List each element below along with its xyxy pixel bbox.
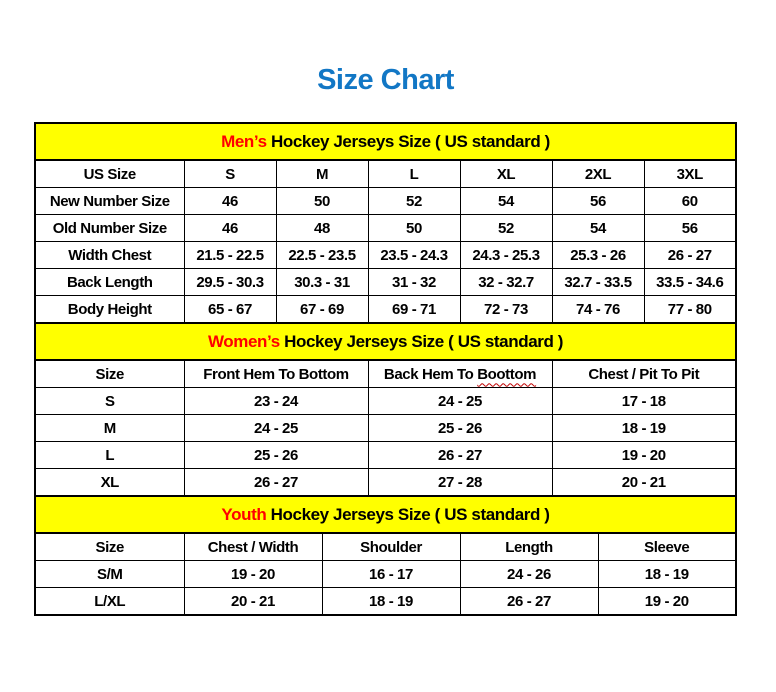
column-header: Front Hem To Bottom [184, 360, 368, 388]
row-label: L [35, 442, 184, 469]
table-cell: 60 [644, 188, 736, 215]
column-header: 2XL [552, 160, 644, 188]
table-cell: 46 [184, 215, 276, 242]
column-header: Chest / Pit To Pit [552, 360, 736, 388]
table-row [35, 269, 736, 296]
misspelled-word: Boottom [477, 365, 537, 383]
table-cell: 50 [276, 188, 368, 215]
table-cell: 52 [460, 215, 552, 242]
row-label: L/XL [35, 588, 184, 616]
table-cell: 54 [460, 188, 552, 215]
row-label: S [35, 388, 184, 415]
table-cell: 20 - 21 [184, 588, 322, 616]
table-cell: 16 - 17 [322, 561, 460, 588]
banner-highlight: Women’s [207, 331, 280, 351]
row-label: Body Height [35, 296, 184, 324]
table-cell: 67 - 69 [276, 296, 368, 324]
header-row [35, 533, 736, 561]
size-table-mens [34, 122, 737, 324]
column-header: Sleeve [598, 533, 736, 561]
table-cell: 26 - 27 [644, 242, 736, 269]
column-header: S [184, 160, 276, 188]
table-cell: 46 [184, 188, 276, 215]
column-header: Shoulder [322, 533, 460, 561]
table-cell: 19 - 20 [598, 588, 736, 616]
table-cell: 23.5 - 24.3 [368, 242, 460, 269]
column-header-text: Back Hem To [383, 365, 478, 383]
table-row [35, 415, 736, 442]
size-table-womens [34, 322, 737, 497]
page-title: Size Chart [317, 64, 454, 96]
section-banner-womens [35, 323, 736, 360]
table-cell: 54 [552, 215, 644, 242]
table-cell: 29.5 - 30.3 [184, 269, 276, 296]
banner-text: Hockey Jerseys Size ( US standard ) [279, 331, 564, 351]
section-banner-mens [35, 123, 736, 160]
row-label: Width Chest [35, 242, 184, 269]
column-header: US Size [35, 160, 184, 188]
table-cell: 18 - 19 [322, 588, 460, 616]
table-row [35, 561, 736, 588]
table-cell: 24 - 25 [184, 415, 368, 442]
table-cell: 33.5 - 34.6 [644, 269, 736, 296]
table-cell: 50 [368, 215, 460, 242]
table-row [35, 242, 736, 269]
table-cell: 22.5 - 23.5 [276, 242, 368, 269]
table-cell: 25 - 26 [184, 442, 368, 469]
column-header: 3XL [644, 160, 736, 188]
table-cell: 77 - 80 [644, 296, 736, 324]
table-cell: 19 - 20 [184, 561, 322, 588]
banner-highlight: Youth [221, 504, 267, 524]
table-cell: 65 - 67 [184, 296, 276, 324]
column-header: Size [35, 360, 184, 388]
table-cell: 32 - 32.7 [460, 269, 552, 296]
table-cell: 18 - 19 [552, 415, 736, 442]
row-label: XL [35, 469, 184, 497]
size-chart-tables [34, 122, 737, 616]
table-row [35, 388, 736, 415]
table-row [35, 296, 736, 324]
row-label: Old Number Size [35, 215, 184, 242]
table-cell: 24 - 26 [460, 561, 598, 588]
table-cell: 31 - 32 [368, 269, 460, 296]
column-header: M [276, 160, 368, 188]
row-label: S/M [35, 561, 184, 588]
column-header: Length [460, 533, 598, 561]
table-cell: 74 - 76 [552, 296, 644, 324]
table-cell: 24 - 25 [368, 388, 552, 415]
table-cell: 48 [276, 215, 368, 242]
table-cell: 27 - 28 [368, 469, 552, 497]
table-cell: 26 - 27 [184, 469, 368, 497]
table-cell: 32.7 - 33.5 [552, 269, 644, 296]
banner-highlight: Men’s [221, 131, 267, 151]
table-cell: 25 - 26 [368, 415, 552, 442]
table-cell: 26 - 27 [460, 588, 598, 616]
table-cell: 30.3 - 31 [276, 269, 368, 296]
table-cell: 25.3 - 26 [552, 242, 644, 269]
table-cell: 56 [644, 215, 736, 242]
table-cell: 17 - 18 [552, 388, 736, 415]
column-header: Chest / Width [184, 533, 322, 561]
table-cell: 19 - 20 [552, 442, 736, 469]
table-cell: 21.5 - 22.5 [184, 242, 276, 269]
section-banner-youth [35, 496, 736, 533]
banner-text: Hockey Jerseys Size ( US standard ) [266, 131, 550, 151]
header-row [35, 360, 736, 388]
table-row [35, 442, 736, 469]
table-row [35, 188, 736, 215]
table-cell: 69 - 71 [368, 296, 460, 324]
table-cell: 26 - 27 [368, 442, 552, 469]
header-row [35, 160, 736, 188]
table-cell: 56 [552, 188, 644, 215]
table-cell: 72 - 73 [460, 296, 552, 324]
column-header: XL [460, 160, 552, 188]
column-header: Size [35, 533, 184, 561]
table-cell: 24.3 - 25.3 [460, 242, 552, 269]
size-table-youth [34, 495, 737, 616]
table-cell: 20 - 21 [552, 469, 736, 497]
table-cell: 18 - 19 [598, 561, 736, 588]
table-cell: 52 [368, 188, 460, 215]
row-label: Back Length [35, 269, 184, 296]
column-header [368, 360, 552, 388]
row-label: M [35, 415, 184, 442]
table-cell: 23 - 24 [184, 388, 368, 415]
column-header: L [368, 160, 460, 188]
table-row [35, 469, 736, 497]
table-row [35, 588, 736, 616]
row-label: New Number Size [35, 188, 184, 215]
table-row [35, 215, 736, 242]
banner-text: Hockey Jerseys Size ( US standard ) [266, 504, 550, 524]
